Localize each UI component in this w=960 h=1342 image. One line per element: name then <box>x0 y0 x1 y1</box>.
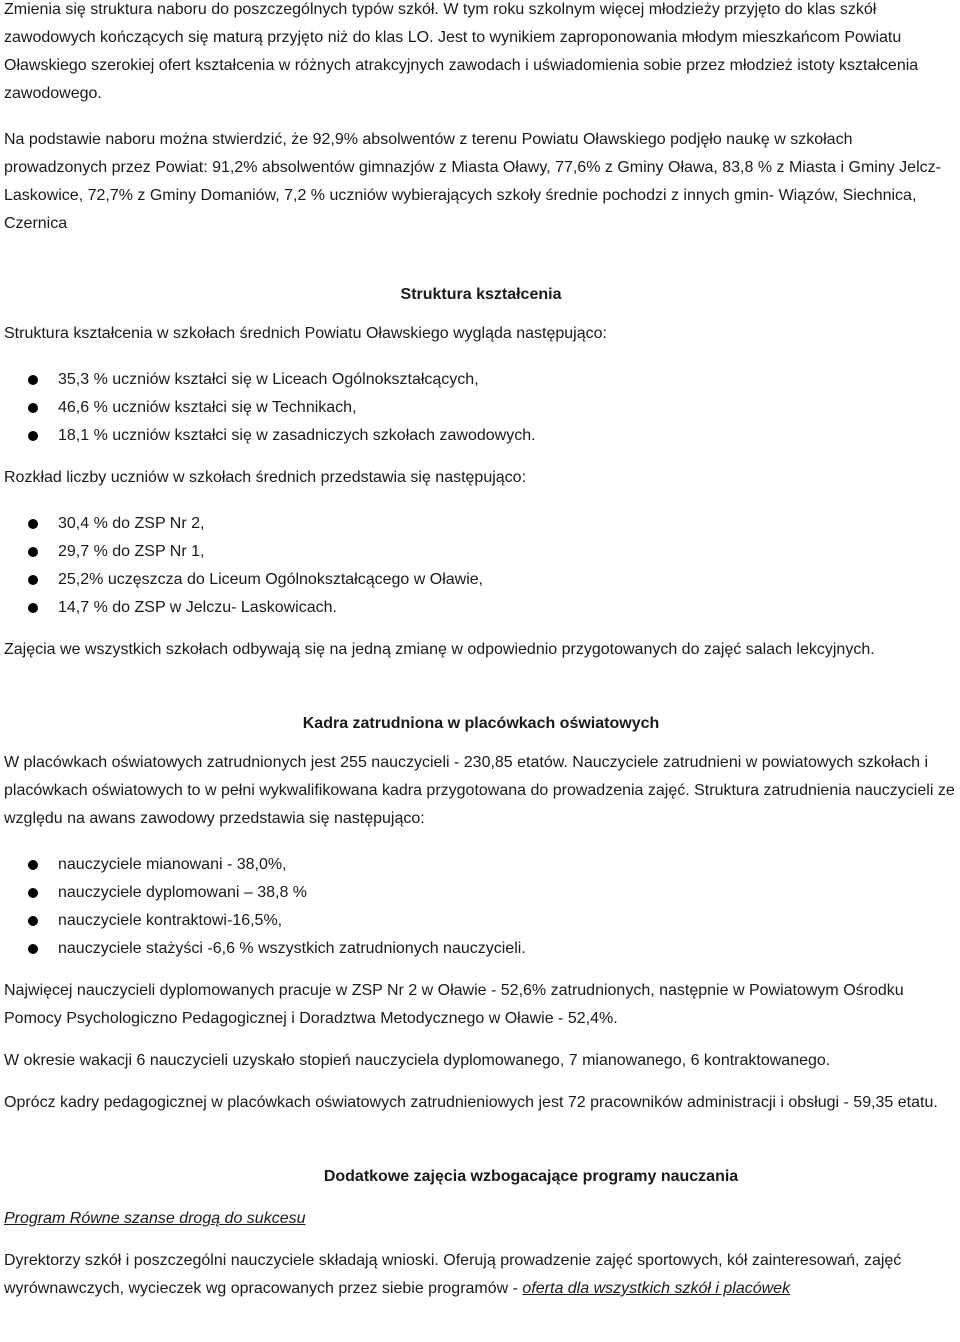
list-item: 18,1 % uczniów kształci się w zasadniczych szkołach zawodowych. <box>4 422 958 450</box>
paragraph-zajecia: Zajęcia we wszystkich szkołach odbywają się na jedną zmianę w odpowiednio przygotowanych do zajęć salach lekcyjnych. <box>4 641 875 658</box>
paragraph-dyrektorzy-text: Dyrektorzy szkół i poszczególni nauczyciele składają wnioski. Oferują prowadzenie zajęć sportowych, kół zainteresowań, zajęć wyrównawczych, wycieczek wg opracowanych przez siebie programów - <box>4 1252 902 1297</box>
heading-dodatkowe: Dodatkowe zajęcia wzbogacające programy nauczania <box>323 1168 739 1185</box>
program-title-text: Program Równe szanse drogą do sukcesu <box>4 1210 306 1227</box>
list-item: nauczyciele kontraktowi-16,5%, <box>4 907 958 935</box>
heading-kadra: Kadra zatrudniona w placówkach oświatowych <box>302 715 660 732</box>
paragraph-najwiecej: Najwięcej nauczycieli dyplomowanych pracuje w ZSP Nr 2 w Oławie - 52,6% zatrudnionych, następnie w Powiatowym Ośrodku Pomocy Psychologiczno Pedagogicznej i Doradztwa Metodycznego w Oławie - 52,4%. <box>4 982 904 1027</box>
paragraph-kadra-intro: W placówkach oświatowych zatrudnionych jest 255 nauczycieli - 230,85 etatów. Nauczyciele zatrudnieni w powiatowych szkołach i placówkach oświatowych to w pełni wykwalifikowana kadra przygotowana do prowadzenia zajęć. Struktura zatrudnienia nauczycieli ze względu na awans zawodowy przedstawia się następująco: <box>4 754 955 827</box>
heading-struktura: Struktura kształcenia <box>400 286 562 303</box>
paragraph-dyrektorzy <box>4 1247 958 1303</box>
paragraph-intro: Zmienia się struktura naboru do poszczególnych typów szkół. W tym roku szkolnym więcej młodzieży przyjęto do klas szkół zawodowych kończących się maturą przyjęto niż do klas LO. Jest to wynikiem zaproponowania młodym mieszkańcom Powiatu Oławskiego szerokiej ofert kształcenia w różnych atrakcyjnych zawodach i uświadomienia sobie przez młodzież istoty kształcenia zawodowego. <box>4 1 919 102</box>
list-rozklad <box>4 510 958 622</box>
paragraph-rozklad-intro: Rozkład liczby uczniów w szkołach średnich przedstawia się następująco: <box>4 469 527 486</box>
list-struktura <box>4 366 958 450</box>
list-kadra <box>4 851 958 963</box>
paragraph-wakacje: W okresie wakacji 6 nauczycieli uzyskało stopień nauczyciela dyplomowanego, 7 mianowanego, 6 kontraktowanego. <box>4 1052 831 1069</box>
paragraph-oprocz: Oprócz kadry pedagogicznej w placówkach oświatowych zatrudnieniowych jest 72 pracowników administracji i obsługi - 59,35 etatu. <box>4 1094 938 1111</box>
list-item: 30,4 % do ZSP Nr 2, <box>4 510 958 538</box>
list-item: 35,3 % uczniów kształci się w Liceach Ogólnokształcących, <box>4 366 958 394</box>
list-item: nauczyciele mianowani - 38,0%, <box>4 851 958 879</box>
program-title <box>4 1205 958 1233</box>
list-item: 14,7 % do ZSP w Jelczu- Laskowicach. <box>4 594 958 622</box>
paragraph-struktura-intro: Struktura kształcenia w szkołach średnich Powiatu Oławskiego wygląda następująco: <box>4 325 607 342</box>
oferta-link[interactable]: oferta dla wszystkich szkół i placówek <box>522 1280 791 1297</box>
list-item: 25,2% uczęszcza do Liceum Ogólnokształcącego w Oławie, <box>4 566 958 594</box>
paragraph-nabor: Na podstawie naboru można stwierdzić, że 92,9% absolwentów z terenu Powiatu Oławskiego podjęło naukę w szkołach prowadzonych przez Powiat: 91,2% absolwentów gimnazjów z Miasta Oławy, 77,6% z Gminy Oława, 83,8 % z Miasta i Gminy Jelcz- Laskowice, 72,7% z Gminy Domaniów, 7,2 % uczniów wybierających szkoły średnie pochodzi z innych gmin- Wiązów, Siechnica, Czernica <box>4 131 941 232</box>
list-item: 46,6 % uczniów kształci się w Technikach, <box>4 394 958 422</box>
list-item: nauczyciele dyplomowani – 38,8 % <box>4 879 958 907</box>
list-item: nauczyciele stażyści -6,6 % wszystkich zatrudnionych nauczycieli. <box>4 935 958 963</box>
list-item: 29,7 % do ZSP Nr 1, <box>4 538 958 566</box>
